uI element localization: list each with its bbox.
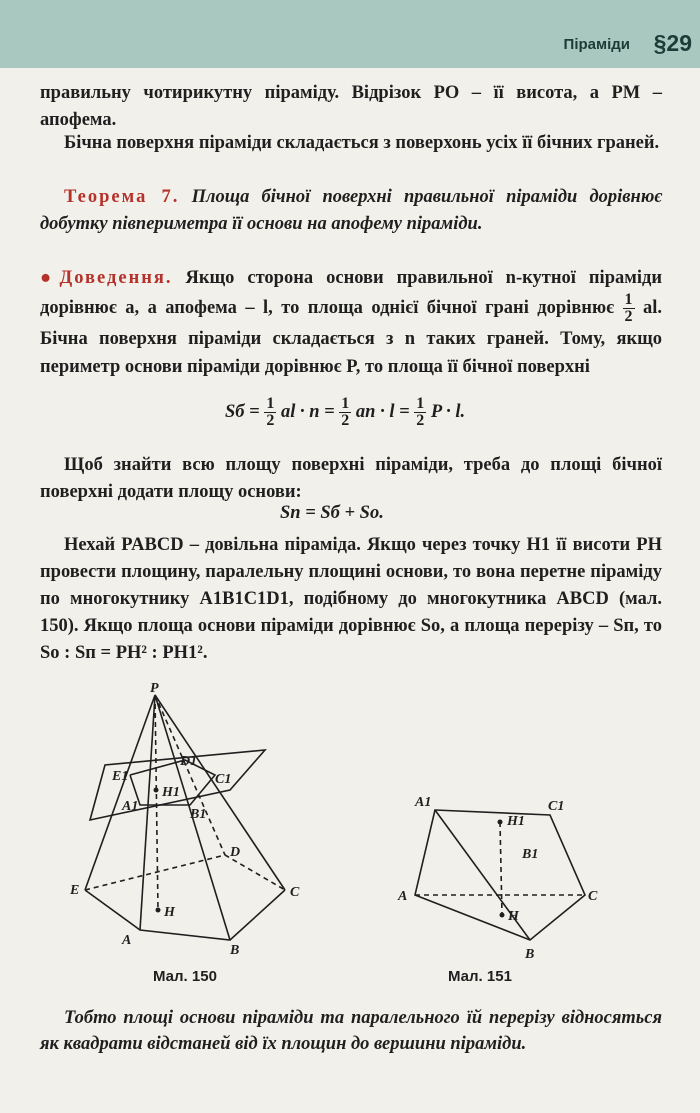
paragraph-total-area: Щоб знайти всю площу поверхні піраміди, треба до площі бічної поверхні додати площу основи: — [40, 455, 662, 502]
theorem-label: Теорема 7. — [64, 187, 180, 207]
label-D1: D1 — [180, 754, 198, 769]
label-C1: C1 — [548, 799, 565, 814]
figure-151 — [370, 790, 610, 980]
proof-block — [40, 264, 662, 381]
label-E1: E1 — [112, 769, 129, 784]
label-C: C — [588, 889, 598, 904]
caption-150: Мал. 150 — [153, 968, 217, 985]
conclusion-paragraph: Тобто площі основи піраміди та паралельного їй перерізу відносяться як квадрати відстаней від їх площин до вершини піраміди. — [40, 1008, 662, 1054]
paragraph-lateral: Бічна поверхня піраміди складається з поверхонь усіх її бічних граней. — [64, 133, 660, 153]
formula-lateral-area: Sб = $\frac{1}{2}$ al · n = $\frac{1}{2}$ an · l = $\frac{1}{2}$ P · l. — [225, 395, 466, 429]
label-B: B — [525, 947, 535, 962]
label-A1: A1 — [122, 799, 139, 814]
paragraph-intro: правильну чотирикутну піраміду. Відрізок PO – її висота, а PM – апофема. — [40, 83, 662, 130]
figure-150 — [70, 680, 310, 960]
formula-total-area: Sп = Sб + Sо. — [280, 503, 384, 523]
proof-label: Доведення. — [59, 268, 173, 288]
label-D: D — [230, 845, 241, 860]
label-E: E — [70, 883, 80, 898]
label-B: B — [230, 943, 240, 958]
label-H1: H1 — [507, 814, 525, 829]
label-A: A — [398, 889, 408, 904]
label-B1: B1 — [190, 807, 207, 822]
proof-text-b: al. Бічна поверхня піраміди складається з n таких граней. Тому, якщо периметр основи піраміди дорівнює P, то площа її бічної поверхні — [40, 297, 662, 377]
bullet-icon: ● — [40, 268, 60, 288]
fraction-half: $\frac{1}{2}$ — [624, 291, 633, 325]
label-H: H — [508, 909, 519, 924]
label-B1: B1 — [522, 847, 539, 862]
section-number: §29 — [653, 30, 692, 56]
paragraph-section: Нехай PABCD – довільна піраміда. Якщо через точку H1 її висоти PH провести площину, паралельну площині основи, то вона перетне піраміду по многокутнику A1B1C1D1, подібному до многокутника ABCD (мал. 150). Якщо площа основи піраміди дорівнює Sо, а площа перерізу – Sп, то Sо : Sп = PH² : PH1². — [40, 535, 662, 663]
chapter-title: Піраміди — [563, 36, 630, 53]
label-H: H — [164, 905, 175, 920]
theorem-text: Площа бічної поверхні правильної піраміди дорівнює добутку півпериметра її основи на апофему піраміди. — [40, 187, 662, 234]
label-A: A — [122, 933, 132, 948]
theorem-block — [40, 184, 662, 238]
label-H1: H1 — [162, 785, 180, 800]
label-P: P — [150, 681, 159, 696]
caption-151: Мал. 151 — [448, 968, 512, 985]
label-C1: C1 — [215, 772, 232, 787]
label-A1: A1 — [415, 795, 432, 810]
header-band — [0, 0, 700, 68]
proof-text-a: Якщо сторона основи правильної n-кутної піраміди дорівнює a, а апофема – l, то площа однієї бічної грані дорівнює — [40, 268, 662, 318]
label-C: C — [290, 885, 300, 900]
